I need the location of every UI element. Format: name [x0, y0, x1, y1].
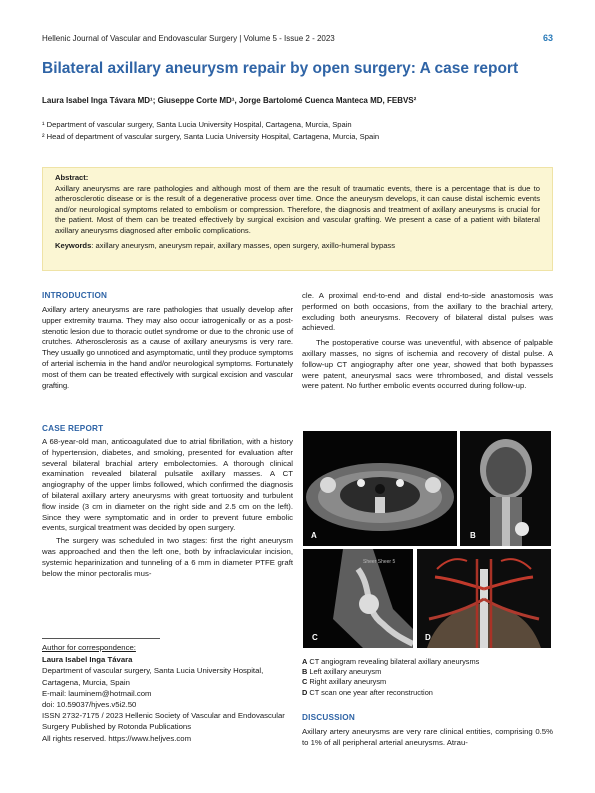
- ct-axial-image: [303, 431, 457, 546]
- introduction-text: [42, 305, 293, 391]
- case-paragraph-2: The surgery was scheduled in two stages: first the right aneurysm was approached and then the left one, both by infraclavicular incision, systemic heparinization and tunneling of a 6 mm in diameter PTFE graft below the minor pectoralis mus-: [42, 536, 293, 578]
- figure-panel-c: [303, 549, 413, 648]
- keywords-label: Keywords: [55, 240, 92, 250]
- correspondence-rights: All rights reserved. https://www.heljves.com: [42, 733, 192, 743]
- abstract-heading: Abstract:: [55, 173, 89, 182]
- figure-panel-a: [303, 431, 457, 546]
- caption-d-text: CT scan one year after reconstruction: [307, 687, 433, 697]
- right-paragraph-2: The postoperative course was uneventful, with absence of palpable axillary masses, no signs of ischemia and recovery of distal pulse. A follow-up CT angiography after one year, showed that both bypasses were patent, aneurysmal sacs were trhrombosed, and distal vessels were patent. No further embolic events occurred during follow-up.: [302, 338, 553, 391]
- figure-label-d: D: [425, 633, 431, 642]
- case-report-heading: CASE REPORT: [42, 424, 104, 433]
- ct-coronal-image: [460, 431, 551, 546]
- figure-panel-b: [460, 431, 551, 546]
- abstract-text: Axillary aneurysms are rare pathologies and although most of them are the result of traumatic events, there is a percentage that is due to atherosclerotic disease or is the result of a degenerative process over time. Once the aneurysm develops, it can cause distal ischemic events and/or neurological symptoms related to embolism or compression. Therefore, the diagnosis and treatment of axillary aneurysms is crucial for the patient. Most of them can be treated effectively by surgical excision and vascular grafting. We present a case of a patient with bilateral axillary aneurysms diagnosed after embolic complications.: [55, 183, 540, 235]
- journal-header: Hellenic Journal of Vascular and Endovascular Surgery | Volume 5 - Issue 2 - 2023: [42, 34, 335, 43]
- page-number: 63: [542, 33, 553, 43]
- introduction-paragraph: Axillary artery aneurysms are rare pathologies that usually develop after upper extremity trauma. They may also occur iatrogenically or as a post-stenotic lesion due to thoracic outlet syndrome or due to the chronic use of crutches. Atherosclerosis as a cause of axillary aneurysms is very rare. They usually go unnoticed and asymptomatic, until they produce symptoms of arterial ischemia in the hand and/or neurological symptoms. Fortunately most of them can be treated effectively with surgical excision and vascular grafting.: [42, 305, 293, 390]
- case-report-text: [42, 437, 293, 579]
- caption-c-letter: C: [302, 677, 308, 687]
- figure-label-b: B: [470, 531, 476, 540]
- case-paragraph-1: A 68-year-old man, anticoagulated due to atrial fibrillation, with a history of hypertension, diabetes, and smoking, presented for evaluation after several bilateral brachial artery embolectomies. A thorough clinical examination revealed bilateral pulsatile axillary masses. A CT angiography of the upper limbs followed, which confirmed the diagnosis of bilateral axillary artery aneurysms with great tortuosity and turbulent flow inside (3 cm in diameter on the right side and 2.5 cm on the left). Since they were symptomatic and in order to prevent future embolic events, surgical treatment was decided by open surgery.: [42, 437, 293, 533]
- abstract-box: [42, 167, 553, 271]
- affiliation-2: ² Head of department of vascular surgery, Santa Lucia University Hospital, Cartagena, Murcia, Spain: [42, 132, 380, 141]
- author-list: Laura Isabel Inga Távara MD¹; Giuseppe Corte MD¹, Jorge Bartolomé Cuenca Manteca MD, FEBVS²: [42, 96, 417, 105]
- svg-text:Sheer Sheer 5: Sheer Sheer 5: [363, 559, 396, 565]
- figure-label-a: A: [311, 531, 317, 540]
- affiliation-1: ¹ Department of vascular surgery, Santa Lucia University Hospital, Cartagena, Murcia, Spain: [42, 120, 352, 129]
- correspondence-box: [42, 636, 292, 744]
- caption-a-text: CT angiogram revealing bilateral axillary aneurysms: [307, 657, 480, 666]
- caption-d: [302, 688, 479, 698]
- right-column-text: [302, 291, 553, 392]
- article-title: Bilateral axillary aneurysm repair by open surgery: A case report: [42, 60, 519, 77]
- caption-b-text: Left axillary aneurysm: [307, 667, 382, 677]
- correspondence-heading: Author for correspondence:: [42, 643, 136, 652]
- caption-c: [302, 677, 479, 687]
- correspondence-issn: ISSN 2732-7175 / 2023 Hellenic Society of Vascular and Endovascular Surgery Published by Rotonda Publications: [42, 711, 285, 732]
- caption-c-text: Right axillary aneurysm: [307, 677, 387, 687]
- correspondence-address: Department of vascular surgery, Santa Lucia University Hospital, Cartagena, Murcia, Spain: [42, 666, 264, 687]
- caption-d-letter: D: [302, 687, 308, 697]
- caption-a-letter: A: [302, 657, 308, 666]
- figure-panel-d: [417, 549, 551, 648]
- introduction-heading: INTRODUCTION: [42, 291, 108, 300]
- discussion-text: Axillary artery aneurysms are very rare clinical entities, comprising 0.5% to 1% of all peripheral arterial aneurysms. Atrau-: [302, 727, 553, 747]
- discussion-heading: DISCUSSION: [302, 713, 355, 722]
- ct-3d-reconstruction-image: [417, 549, 551, 648]
- correspondence-rule: [42, 638, 160, 639]
- caption-b: [302, 667, 479, 677]
- caption-b-letter: B: [302, 667, 308, 677]
- figure-label-c: C: [312, 633, 318, 642]
- caption-a: [302, 657, 479, 667]
- keywords-text: : axillary aneurysm, aneurysm repair, axillary masses, open surgery, axillo-humeral bypass: [91, 240, 396, 250]
- keywords-line: [55, 241, 540, 252]
- correspondence-doi: doi: 10.59037/hjves.v5i2.50: [42, 700, 137, 710]
- right-paragraph-1: cle. A proximal end-to-end and distal end-to-side anastomosis was performed on both occasions, from the axillary to the brachial artery, excluding both aneurysms. Recovery of bilateral distal pulses was achieved.: [302, 291, 553, 333]
- correspondence-email: E-mail: lauminem@hotmail.com: [42, 688, 152, 698]
- figure-caption: [302, 657, 479, 698]
- correspondence-name: Laura Isabel Inga Távara: [42, 655, 133, 665]
- right-axillary-3d-image: [303, 549, 413, 648]
